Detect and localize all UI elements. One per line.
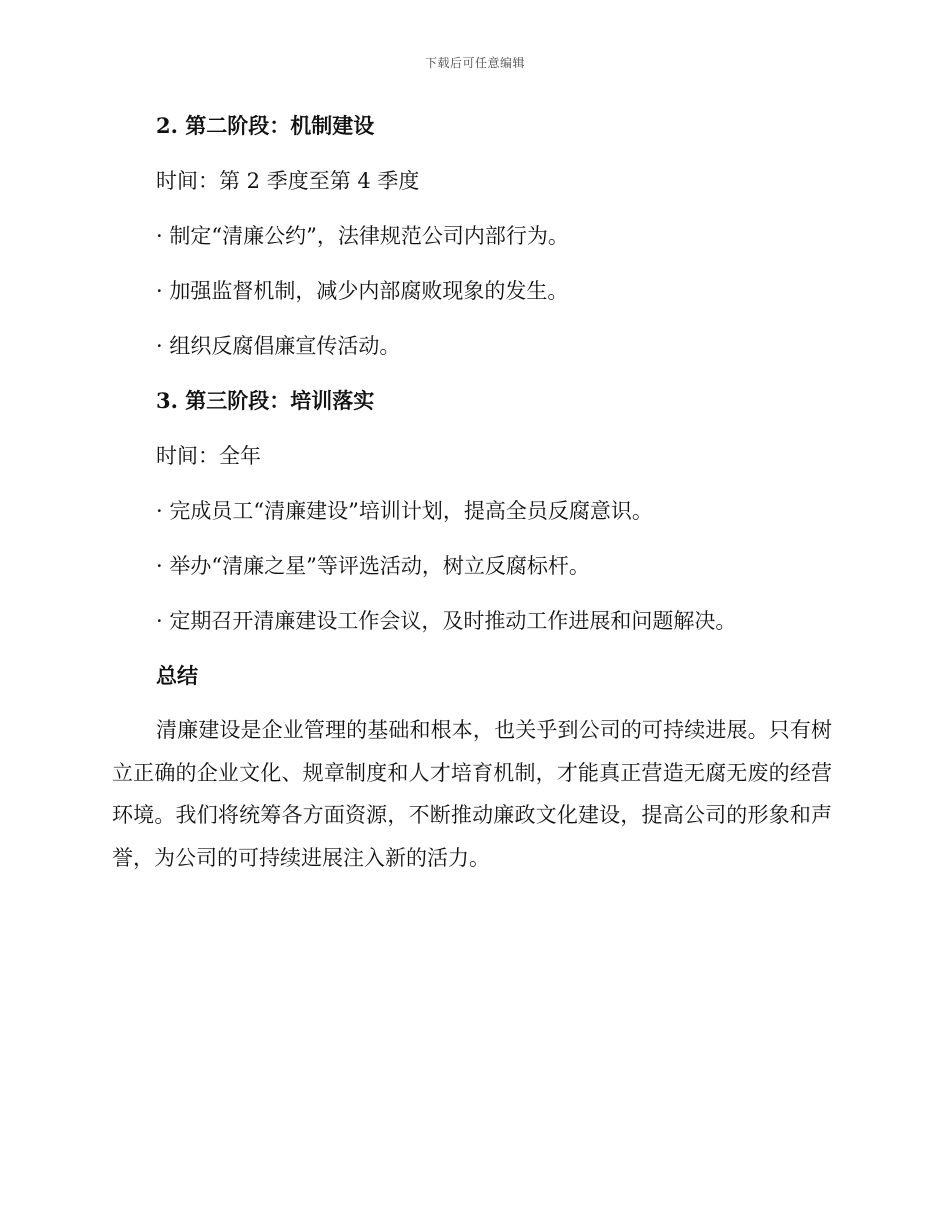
section2-item-3: · 组织反腐倡廉宣传活动。 <box>156 334 401 358</box>
section2-item-2: · 加强监督机制，减少内部腐败现象的发生。 <box>156 279 569 303</box>
page-header-note: 下载后可任意编辑 <box>424 56 525 70</box>
summary-paragraph: 清廉建设是企业管理的基础和根本，也关乎到公司的可持续进展。只有树立正确的企业文化、规章制度和人才培育机制，才能真正营造无腐无废的经营环境。我们将统筹各方面资源，不断推动廉政文化建设，提高公司的形象和声誉，为公司的可持续进展注入新的活力。 <box>112 718 832 870</box>
summary-heading: 总结 <box>156 663 198 688</box>
section3-item-1: · 完成员工“清廉建设”培训计划，提高全员反腐意识。 <box>156 499 653 523</box>
section2-time: 时间：第 2 季度至第 4 季度 <box>156 169 420 193</box>
section2-item-1: · 制定“清廉公约”，法律规范公司内部行为。 <box>156 224 569 248</box>
section2-heading: 2. 第二阶段：机制建设 <box>156 113 375 138</box>
section3-time: 时间：全年 <box>156 444 261 468</box>
section3-heading: 3. 第三阶段：培训落实 <box>156 388 375 413</box>
section3-item-2: · 举办“清廉之星”等评选活动，树立反腐标杆。 <box>156 554 590 578</box>
section3-item-3: · 定期召开清廉建设工作会议，及时推动工作进展和问题解决。 <box>156 609 737 633</box>
